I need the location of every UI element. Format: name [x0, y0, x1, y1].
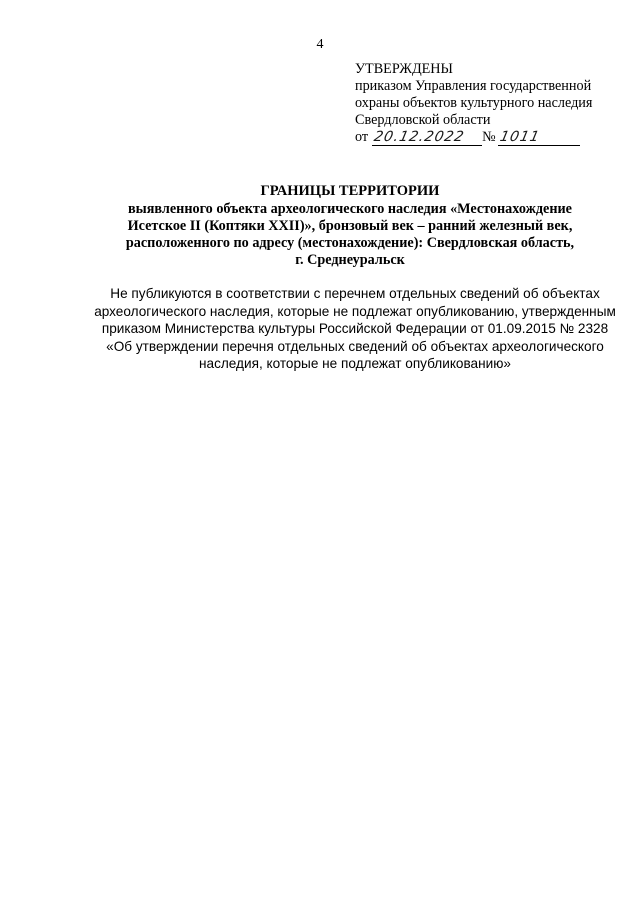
- notice-line: Не публикуются в соответствии с перечнем отдельных сведений об объектах: [110, 286, 600, 301]
- title-main: ГРАНИЦЫ ТЕРРИТОРИИ: [260, 183, 440, 199]
- title-line: г. Среднеуральск: [295, 252, 405, 268]
- title-line: Исетское II (Коптяки XXII)», бронзовый век – ранний железный век,: [127, 218, 573, 234]
- approval-stamp: [355, 61, 625, 146]
- approval-line: охраны объектов культурного наследия: [355, 95, 593, 111]
- number-field: [498, 130, 580, 146]
- approval-line: Свердловской области: [355, 112, 491, 128]
- date-prefix: от: [355, 129, 369, 145]
- approval-date-line: [355, 129, 625, 146]
- notice-line: приказом Министерства культуры Российской Федерации от 01.09.2015 № 2328: [101, 321, 609, 336]
- date-field: [372, 130, 482, 146]
- handwritten-number: 1011: [498, 129, 542, 145]
- approval-line: приказом Управления государственной: [355, 78, 592, 94]
- notice-line: наследия, которые не подлежат опубликованию»: [199, 356, 511, 371]
- approval-heading: УТВЕРЖДЕНЫ: [355, 61, 453, 77]
- number-prefix: №: [482, 129, 496, 145]
- document-title: [60, 183, 640, 269]
- notice-line: «Об утверждении перечня отдельных сведений об объектах археологического: [106, 338, 604, 354]
- handwritten-date: 20.12.2022: [372, 129, 467, 145]
- page-number: 4: [316, 37, 324, 52]
- notice-line: археологического наследия, которые не подлежат опубликованию, утвержденным: [94, 303, 616, 319]
- non-publication-notice: [70, 285, 640, 373]
- title-line: расположенного по адресу (местонахождение): Свердловская область,: [125, 235, 575, 251]
- title-line: выявленного объекта археологического наследия «Местонахождение: [128, 201, 572, 217]
